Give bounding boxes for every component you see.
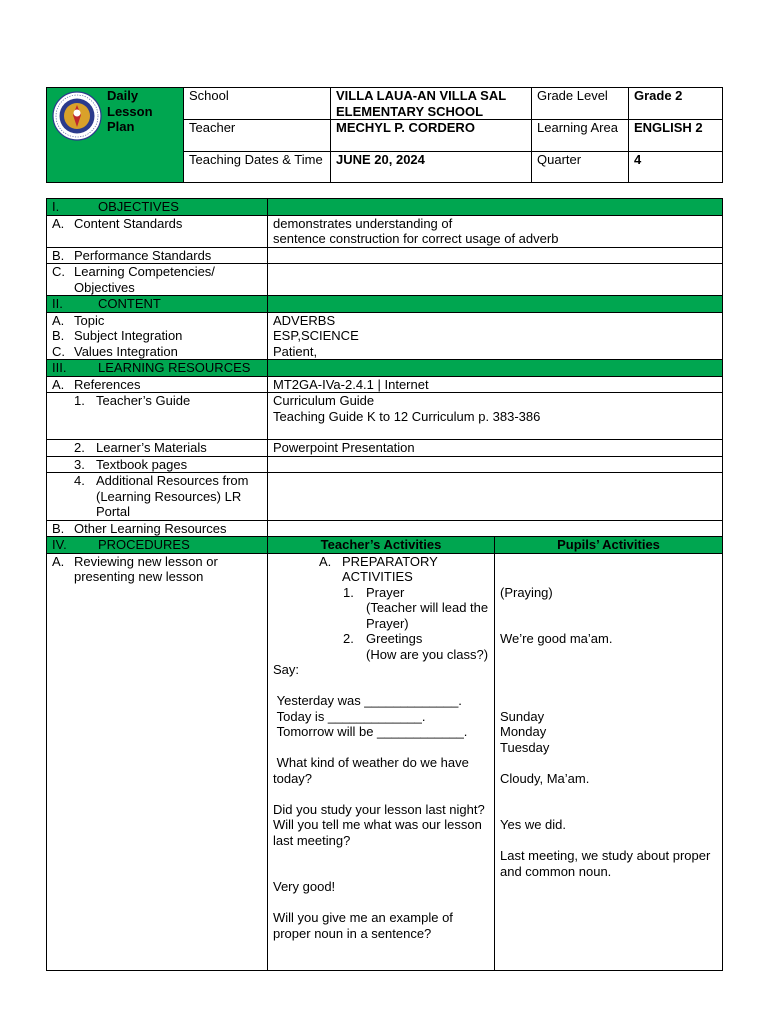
row-label: Content Standards: [74, 215, 183, 231]
list-marker: C.: [52, 343, 65, 359]
row-label: Other Learning Resources: [74, 520, 227, 536]
row-label: Additional Resources from (Learning Resources) LR Portal: [96, 473, 249, 519]
competencies-row: [47, 264, 723, 296]
section-title: OBJECTIVES: [98, 199, 179, 214]
very-good-text: Very good!: [273, 879, 336, 894]
list-marker: 4.: [74, 473, 85, 488]
list-marker: 1.: [343, 584, 354, 600]
row-value: Powerpoint Presentation: [268, 440, 723, 457]
list-marker: 3.: [74, 456, 85, 472]
section-objectives: [47, 199, 723, 216]
row-label: Topic: [74, 312, 105, 328]
quarter-value: 4: [629, 152, 723, 183]
prayer-note: (Teacher will lead the Prayer): [366, 600, 489, 631]
deped-seal-icon: [52, 91, 102, 141]
row-value: demonstrates understanding of sentence construction for correct usage of adverb: [268, 215, 723, 247]
procedure-row: [47, 553, 723, 970]
textbook-row: [47, 456, 723, 473]
row-label: Learning Competencies/ Objectives: [74, 264, 215, 295]
learners-materials-row: [47, 440, 723, 457]
pupil-activities: [495, 553, 723, 970]
prayer-label: Prayer: [366, 584, 405, 600]
list-marker: A.: [319, 553, 332, 569]
row-label: Subject Integration: [74, 328, 183, 343]
grade-value: Grade 2: [629, 88, 723, 120]
teacher-activities-header: Teacher’s Activities: [268, 537, 495, 554]
row-label: Learner’s Materials: [96, 440, 207, 455]
list-marker: 2.: [343, 631, 354, 646]
yesterday-text: Yesterday was _____________.: [273, 693, 462, 708]
list-marker: C.: [52, 264, 65, 279]
list-marker: A.: [52, 376, 65, 392]
greetings-label: Greetings: [366, 631, 423, 646]
logo-cell: [47, 88, 184, 183]
today-text: Today is _____________.: [273, 708, 426, 724]
content-rows: [47, 312, 723, 360]
list-marker: 1.: [74, 393, 85, 408]
row-label: Reviewing new lesson or presenting new lesson: [74, 553, 218, 584]
pupil-activities-header: Pupils’ Activities: [495, 537, 723, 554]
area-label: Learning Area: [532, 120, 629, 152]
weather-text: What kind of weather do we have today?: [273, 755, 473, 786]
last-meeting-text: Last meeting, we study about proper and common noun.: [500, 848, 711, 879]
grade-label: Grade Level: [532, 88, 629, 120]
cloudy-text: Cloudy, Ma’am.: [500, 770, 590, 786]
teacher-activities: [268, 553, 495, 970]
section-content: [47, 296, 723, 313]
lesson-table: [46, 198, 723, 971]
section-num: IV.: [52, 537, 67, 552]
teacher-label: Teacher: [184, 120, 331, 152]
dates-value: JUNE 20, 2024: [331, 152, 532, 183]
topic-value: ADVERBS: [273, 312, 336, 328]
section-procedures: [47, 537, 723, 554]
dates-label: Teaching Dates & Time: [184, 152, 331, 183]
list-marker: A.: [52, 312, 65, 328]
other-resources-row: [47, 520, 723, 537]
example-text: Will you give me an example of proper noun in a sentence?: [273, 910, 453, 941]
row-label: References: [74, 376, 141, 392]
sunday-text: Sunday: [500, 708, 545, 724]
list-marker: 2.: [74, 440, 85, 455]
row-value: Curriculum Guide Teaching Guide K to 12 Curriculum p. 383-386: [268, 393, 723, 440]
greetings-note: (How are you class?): [366, 646, 489, 662]
values-value: Patient,: [273, 343, 318, 359]
section-title: LEARNING RESOURCES: [98, 360, 251, 375]
area-value: ENGLISH 2: [629, 120, 723, 152]
yes-text: Yes we did.: [500, 817, 567, 832]
quarter-label: Quarter: [532, 152, 629, 183]
monday-text: Monday: [500, 724, 547, 739]
praying-text: (Praying): [500, 584, 553, 600]
teacher-value: MECHYL P. CORDERO: [331, 120, 532, 152]
section-num: III.: [52, 360, 67, 375]
integration-value: ESP,SCIENCE: [273, 328, 359, 343]
row-label: Values Integration: [74, 343, 178, 359]
section-title: CONTENT: [98, 296, 161, 311]
list-marker: A.: [52, 215, 65, 231]
row-value: MT2GA-IVa-2.4.1 | Internet: [268, 376, 723, 393]
list-marker: B.: [52, 247, 65, 263]
school-value: VILLA LAUA-AN VILLA SAL ELEMENTARY SCHOOL: [331, 88, 532, 120]
tuesday-text: Tuesday: [500, 739, 550, 755]
content-standards-row: [47, 215, 723, 247]
good-text: We’re good ma’am.: [500, 631, 613, 646]
additional-resources-row: [47, 473, 723, 521]
list-marker: B.: [52, 328, 65, 343]
school-label: School: [184, 88, 331, 120]
performance-standards-row: [47, 247, 723, 264]
list-marker: A.: [52, 553, 65, 569]
section-num: II.: [52, 296, 63, 311]
list-marker: B.: [52, 520, 65, 536]
row-label: Performance Standards: [74, 247, 212, 263]
study-text: Did you study your lesson last night?: [273, 801, 485, 817]
section-title: PROCEDURES: [98, 537, 190, 552]
references-row: [47, 376, 723, 393]
plan-title: Daily Lesson Plan: [107, 88, 153, 134]
say-text: Say:: [273, 662, 300, 677]
tomorrow-text: Tomorrow will be ____________.: [273, 724, 468, 739]
prep-label: PREPARATORY ACTIVITIES: [342, 553, 438, 584]
teachers-guide-row: [47, 393, 723, 440]
header-table: [46, 87, 723, 183]
tell-text: Will you tell me what was our lesson last meeting?: [273, 817, 482, 848]
section-num: I.: [52, 199, 60, 214]
row-label: Textbook pages: [96, 456, 188, 472]
section-resources: [47, 360, 723, 377]
row-label: Teacher’s Guide: [96, 393, 191, 408]
